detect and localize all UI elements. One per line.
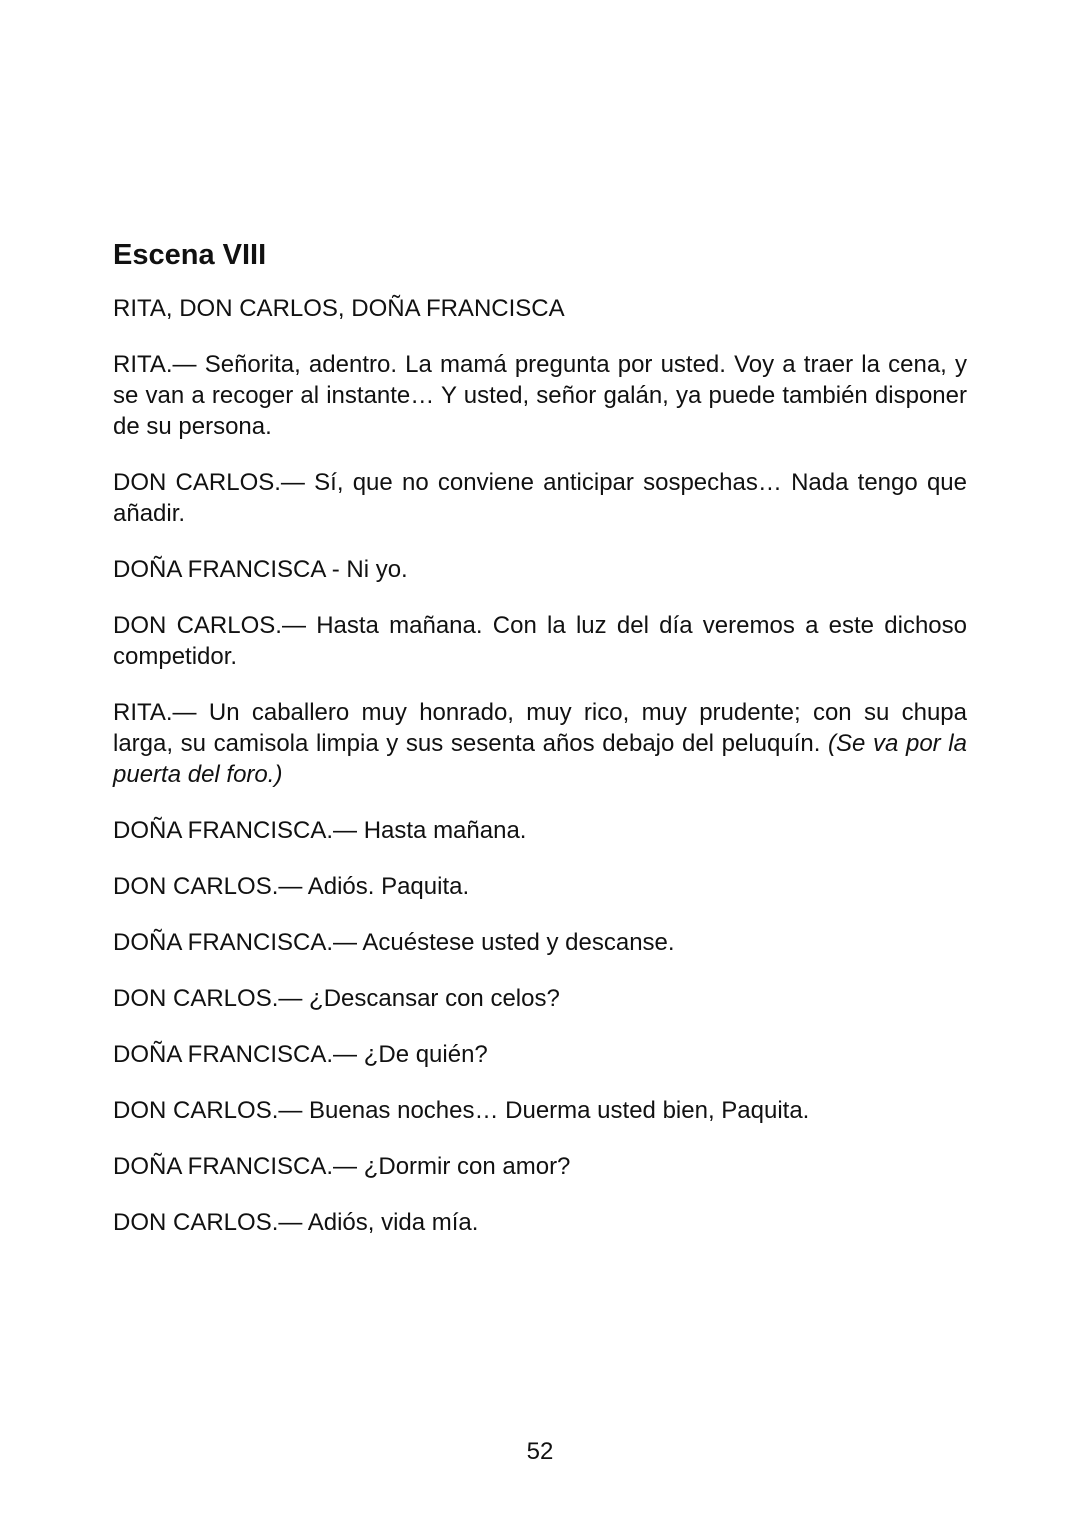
dialogue-text: DON CARLOS.— Adiós. Paquita. <box>113 872 470 900</box>
dialogue-text: DOÑA FRANCISCA.— ¿Dormir con amor? <box>113 1152 571 1180</box>
dialogue-text: DON CARLOS.— Hasta mañana. Con la luz del día veremos a este dichoso competidor. <box>113 611 967 670</box>
dialogue-text: DOÑA FRANCISCA.— Hasta mañana. <box>113 816 527 844</box>
dialogue-text: DOÑA FRANCISCA.— ¿De quién? <box>113 1040 488 1068</box>
dialogue-line <box>113 554 967 585</box>
dialogue-text: DON CARLOS.— Adiós, vida mía. <box>113 1208 479 1236</box>
scene-characters: RITA, DON CARLOS, DOÑA FRANCISCA <box>113 294 565 322</box>
dialogue-text: RITA.— Un caballero muy honrado, muy rico, muy prudente; con su chupa larga, su camisola limpia y sus sesenta años debajo del peluquín. <box>113 698 967 757</box>
dialogue-line <box>113 697 967 790</box>
dialogue-line <box>113 815 967 846</box>
dialogue-line <box>113 983 967 1014</box>
dialogue-line <box>113 610 967 672</box>
dialogue-line <box>113 467 967 529</box>
dialogue-line <box>113 1207 967 1238</box>
dialogue-text: DON CARLOS.— Buenas noches… Duerma usted bien, Paquita. <box>113 1096 810 1124</box>
dialogue-text: DON CARLOS.— Sí, que no conviene anticipar sospechas… Nada tengo que añadir. <box>113 468 967 527</box>
dialogue-text: DOÑA FRANCISCA.— Acuéstese usted y descanse. <box>113 928 675 956</box>
scene-content <box>113 238 967 1263</box>
dialogue-line <box>113 871 967 902</box>
dialogue-line <box>113 1039 967 1070</box>
dialogue-line <box>113 1151 967 1182</box>
dialogue-text: RITA.— Señorita, adentro. La mamá pregunta por usted. Voy a traer la cena, y se van a recoger al instante… Y usted, señor galán, ya puede también disponer de su persona. <box>113 350 967 440</box>
scene-title: Escena VIII <box>113 239 267 271</box>
stage-direction: (Se va por la puerta del foro.) <box>113 729 967 788</box>
dialogue-line <box>113 927 967 958</box>
dialogue-line <box>113 349 967 442</box>
dialogue-text: DON CARLOS.— ¿Descansar con celos? <box>113 984 560 1012</box>
page-number: 52 <box>526 1438 554 1465</box>
dialogue-text: DOÑA FRANCISCA - Ni yo. <box>113 555 408 583</box>
dialogue-line <box>113 1095 967 1126</box>
